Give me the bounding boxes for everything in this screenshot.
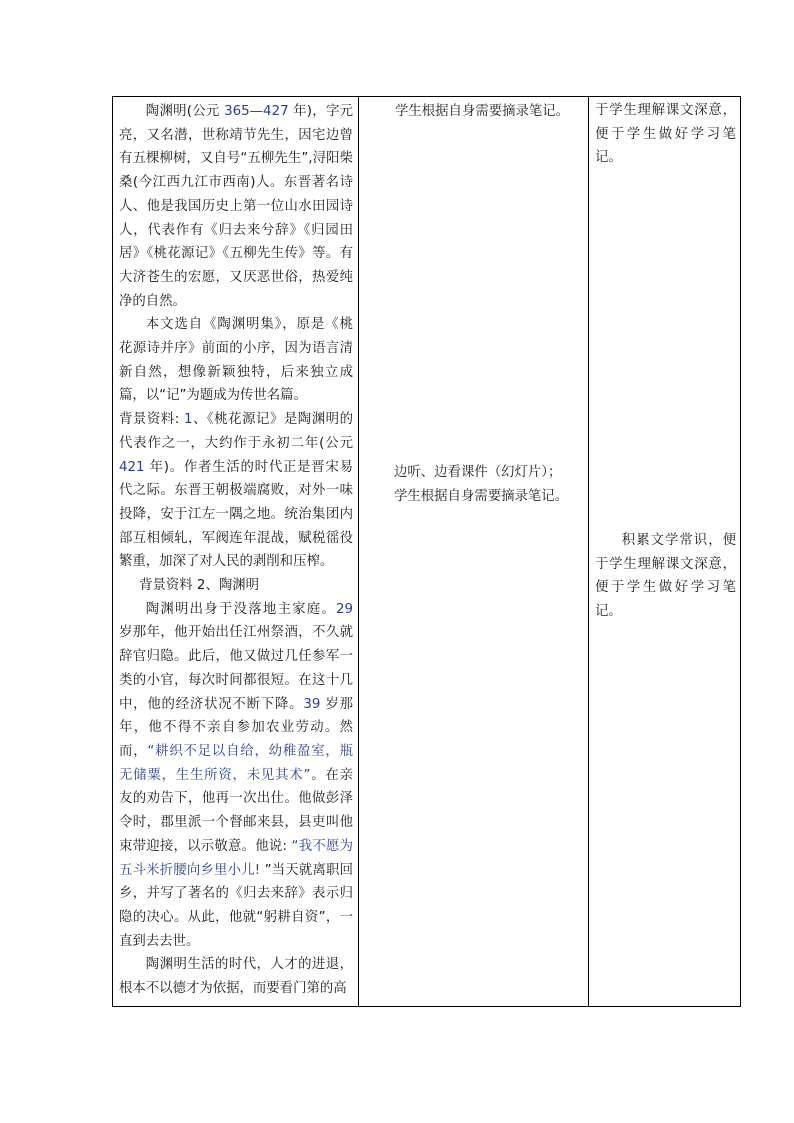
number-text: 1 [184, 412, 193, 428]
author-intro-paragraph [119, 100, 353, 313]
activity-note-top: 学生根据自身需要摘录笔记。 [395, 104, 570, 119]
era-paragraph: 陶渊明生活的时代，人才的进退，根本不以德才为依据，而要看门第的高 [119, 957, 353, 997]
text: 年)。作者生活的时代正是晋宋易代之际。东晋王朝极端腐败，对外一味投降，安于江左一隅之地。统治集团内部互相倾轧，军阀连年混战，赋税徭役繁重，加深了对人民的剥削和压榨。 [119, 459, 353, 570]
text: 陶渊明出身于没落地主家庭。 [145, 601, 336, 617]
lesson-table [112, 96, 741, 1007]
text: 、《桃花源记》是陶渊明的代表作之一，大约作于永初二年(公元 [119, 412, 353, 451]
years-text: 365—427 [224, 104, 289, 119]
design-intent-column [589, 97, 740, 1006]
background-2-heading: 背景资料 2、陶渊明 [139, 578, 259, 594]
source-paragraph: 本文选自《陶渊明集》，原是《桃花源诗并序》前面的小序，因为语言清新自然，想像新颖独特，后来独立成篇，以“记”为题成为传世名篇。 [119, 317, 353, 404]
age-text: 29 [335, 601, 353, 617]
text: ”当天就离职回乡，并写了著名的《归去来辞》表示归隐的决心。从此，他就“躬耕自资”，一直到去去世。 [119, 862, 353, 949]
text: 。在亲友的劝告下，他再一次出仕。他做彭泽令时，郡里派一个督邮来县，县吏叫他束带迎接，以示敬意。他说: [119, 767, 354, 854]
content-column [113, 97, 359, 1006]
intent-note-mid: 积累文学常识，便于学生理解课文深意，便于学生做好学习笔记。 [595, 533, 736, 620]
intent-note-top: 于学生理解课文深意，便于学生做好学习笔记。 [595, 103, 736, 166]
activity-note-mid-line2: 学生根据自身需要摘录笔记。 [394, 489, 569, 504]
year-text: 421 [119, 459, 145, 475]
quote-text: “我不愿为五斗米折腰向乡里小儿! [119, 838, 353, 878]
background-1-paragraph [119, 408, 353, 574]
text: 岁那年，他开始出任江州祭酒，不久就辞官归隐。此后，他又做过几任参军一类的小官，每次时间都很短。在这十几中，他的经济状况不断下降。 [119, 625, 353, 712]
text: 岁那年，他不得不亲自参加农业劳动。然而， [119, 696, 353, 759]
quote-text: “耕织不足以自给，幼稚盈室，瓶无储粟，生生所资，未见其术” [119, 743, 354, 783]
text: 陶渊明(公元 [145, 104, 225, 119]
text: 年)，字元亮，又名潜，世称靖节先生，因宅边曾有五棵柳树，又自号“五柳先生”,浔阳柴桑(今江西九江市西南)人。东晋著名诗人、他是我国历史上第一位山水田园诗人，代表作有《归去来兮辞》《归园田居》《桃花源记》《五柳先生传》等。有大济苍生的宏愿，又厌恶世俗，热爱纯净的自然。 [119, 104, 354, 309]
biography-paragraph [119, 598, 353, 954]
text: 背景资料: [119, 412, 185, 428]
student-activity-column [359, 97, 589, 1006]
activity-note-mid-line1: 边听、边看课件（幻灯片）； [394, 465, 562, 480]
age-text: 39 [303, 696, 321, 712]
